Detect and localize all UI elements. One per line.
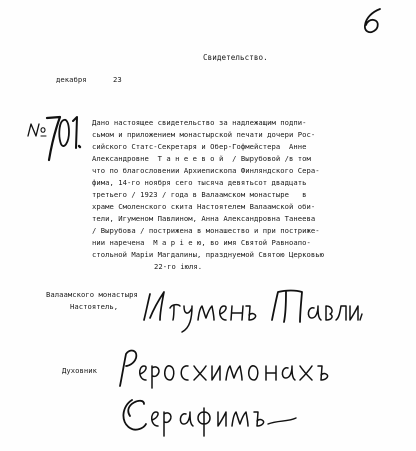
document-title: Свидетельство.: [203, 53, 268, 62]
date-month: декабря: [56, 75, 87, 84]
page-number: [352, 6, 392, 40]
body-line: Александровне Т а н е е в о й / Вырубовой /в том: [92, 154, 311, 163]
date-day: 23: [113, 75, 122, 84]
page-number-handwriting: [352, 6, 392, 36]
body-line: стольной Маріи Магдалины, празднуемой Святою Церковью: [92, 250, 324, 259]
confessor-label: Духовник: [62, 366, 98, 375]
registry-number: [26, 106, 82, 168]
abbot-signature-handwriting: [136, 284, 366, 336]
body-line: храме Смоленского скита Настоятелем Валаамской оби-: [92, 202, 316, 211]
confessor-signature: [108, 342, 388, 446]
abbot-label: Настоятель,: [70, 302, 119, 311]
abbot-signature: [136, 284, 366, 340]
registry-number-handwriting: [26, 106, 82, 164]
body-line: тели, Игуменом Павлином, Анна Александровна Танеева: [92, 214, 316, 223]
body-line: / Вырубова / пострижена в монашество и при постриже-: [92, 226, 320, 235]
body-line: фима, 14-го ноября сего тысяча девятьсот двадцать: [92, 178, 307, 187]
body-line: нии наречена М а р і е ю, во имя Святой Равноапо-: [92, 238, 311, 247]
body-line: сийского Статс-Секретаря и Обер-Гофмейстера Анне: [92, 142, 307, 151]
body-line: 22-го іюля.: [154, 262, 203, 271]
monastery-line: Валаамского монастыря: [46, 290, 138, 299]
body-line: Дано настоящее свидетельство за надлежащим подпи-: [92, 118, 307, 127]
body-line: третьего / 1923 / года в Валаамском монастыре в: [92, 190, 307, 199]
body-line: что по благословении Архиепископа Финляндского Сера-: [92, 166, 320, 175]
body-line: сьмом и приложением монастырской печати дочери Рос-: [92, 130, 316, 139]
confessor-signature-handwriting: [108, 342, 388, 442]
